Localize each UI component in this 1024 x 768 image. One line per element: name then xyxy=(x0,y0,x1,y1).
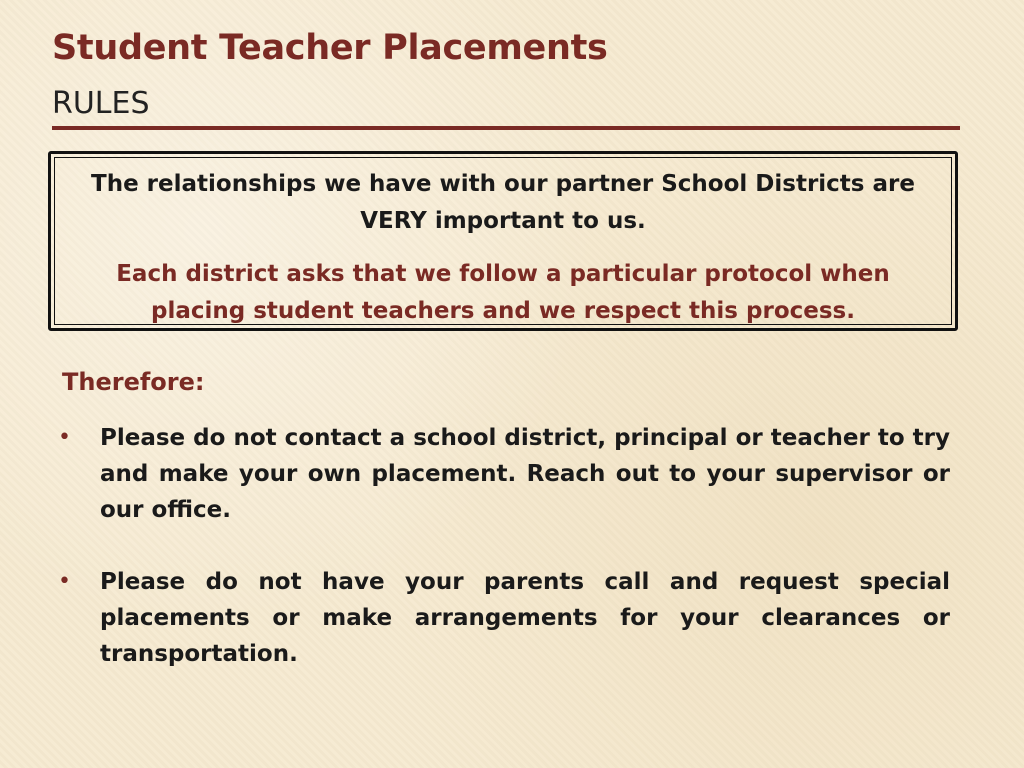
rule-text: Please do not have your parents call and request special placements or make arrangements for your clearances or transportation. xyxy=(100,569,950,667)
rule-text: Please do not contact a school district, principal or teacher to try and make your own placement. Reach out to your supervisor or our office. xyxy=(100,425,950,523)
callout-inner-border xyxy=(54,157,952,325)
bullet-icon: • xyxy=(58,569,71,594)
rule-item-2 xyxy=(58,564,950,672)
callout-statement: The relationships we have with our partner School Districts are VERY important to us. xyxy=(91,171,915,234)
slide-subtitle: RULES xyxy=(52,86,150,121)
callout-box xyxy=(48,151,958,331)
therefore-heading: Therefore: xyxy=(62,368,205,396)
bullet-icon: • xyxy=(58,425,71,450)
rule-item-1 xyxy=(58,420,950,528)
callout-protocol-note: Each district asks that we follow a particular protocol when placing student teachers and we respect this process. xyxy=(116,261,890,324)
rules-list xyxy=(58,420,950,708)
title-divider xyxy=(52,126,960,130)
slide-title: Student Teacher Placements xyxy=(52,28,608,68)
